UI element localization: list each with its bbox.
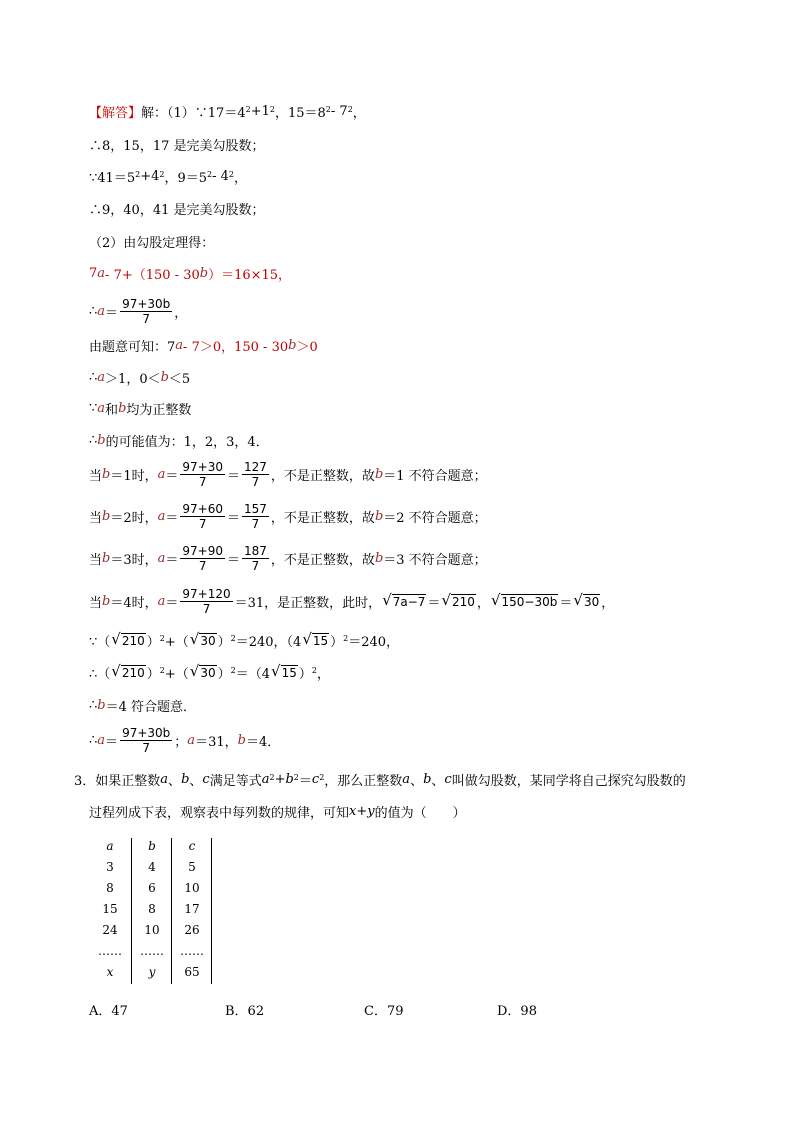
sqrt: √ 210	[441, 591, 475, 609]
fraction: $\frac{97+30b}{7}$	[122, 725, 171, 755]
sqrt: √ 30	[189, 662, 216, 680]
option-c[interactable]: C．79	[364, 1004, 404, 1019]
fraction: $\frac{157}{7}$	[244, 501, 267, 531]
fraction: $\frac{127}{7}$	[244, 459, 267, 489]
solution-line-10: ∵ a 和 b 均为正整数	[89, 400, 192, 418]
solution-line-16: ∵（ √ 210 ） $^2$ +（ √ 30 ） $^2$ ＝240，（4 √ 15 ） $^2$ ＝240，	[89, 630, 400, 650]
question-3-line-2: 过程列成下表，观察表中每列数的规律，可知 x + y 的值为（ ）	[89, 803, 466, 821]
table-header: a	[106, 839, 114, 853]
solution-line-9: ∴ a ＞1，0＜ b ＜5	[89, 369, 191, 387]
solution-line-5: （2）由勾股定理得：	[89, 235, 215, 251]
case-line: 当 b ＝3时， a ＝ $\frac{97+90}{7}$ ＝ $\frac{187}{7}$ ，不是正整数，故 b ＝3 不符合题意；	[89, 543, 487, 573]
solution-line-11: ∴ b 的可能值为：1，2，3，4．	[89, 432, 269, 450]
sqrt: √ 15	[302, 630, 329, 648]
solution-line-7: ∴ a ＝ $\frac{97+30b}{7}$ ，	[89, 296, 188, 326]
case-line-4: 当 b ＝4时， a ＝ $\frac{97+120}{7}$ ＝31，是正整数，此时， √ 7a−7 ＝ √ 210 ， √ 150−30b ＝ √ 30 ，	[89, 586, 615, 616]
table-cell: 8	[148, 902, 156, 916]
table-cell: y	[148, 965, 156, 979]
table-cell: 10	[184, 881, 200, 895]
table-cell: 26	[184, 923, 200, 937]
solution-line-6: 7 a - 7+（150 - 30 b ）＝16×15，	[89, 265, 292, 283]
question-3-line-1: 3．如果正整数 a 、 b 、 c 满足等式 a $^2$ + b $^2$ ＝ c $^2$ ，那么正整数 a 、 b 、 c 叫做勾股数，某同学将自己探究勾股数的	[74, 771, 686, 789]
option-d[interactable]: D．98	[497, 1004, 537, 1019]
table-cell: 6	[148, 881, 156, 895]
table-cell: 15	[102, 902, 118, 916]
solution-line-19: ∴ a ＝ $\frac{97+30b}{7}$ ； a ＝31， b ＝4．	[89, 725, 281, 755]
table-cell: 10	[144, 923, 160, 937]
table-column-a	[90, 836, 130, 983]
pythagorean-table	[90, 836, 220, 986]
table-divider	[211, 838, 212, 984]
table-cell: 4	[148, 860, 156, 874]
case-line: 当 b ＝1时， a ＝ $\frac{97+30}{7}$ ＝ $\frac{127}{7}$ ，不是正整数，故 b ＝1 不符合题意；	[89, 459, 487, 489]
fraction: $\frac{97+90}{7}$	[182, 543, 223, 573]
table-cell: ……	[98, 944, 122, 958]
table-cell: 3	[106, 860, 114, 874]
table-column-b	[132, 836, 172, 983]
table-cell: ……	[180, 944, 204, 958]
solution-line-1: 【解答】 解：（1）∵17＝4 $^2$ +1 $^2$ ，15＝8 $^2$ - 7 $^2$ ，	[89, 103, 366, 121]
table-cell: 65	[184, 965, 200, 979]
fraction: $\frac{97+120}{7}$	[182, 586, 231, 616]
sqrt: √ 30	[189, 630, 216, 648]
table-header: c	[188, 839, 196, 853]
table-header: b	[148, 839, 156, 853]
table-cell: 17	[184, 902, 200, 916]
sqrt: √ 210	[111, 662, 145, 680]
solution-line-2: ∴8，15，17 是完美勾股数；	[89, 138, 265, 154]
table-column-c	[172, 836, 212, 983]
case-line: 当 b ＝2时， a ＝ $\frac{97+60}{7}$ ＝ $\frac{157}{7}$ ，不是正整数，故 b ＝2 不符合题意；	[89, 501, 487, 531]
solution-line-17: ∴（ √ 210 ） $^2$ +（ √ 30 ） $^2$ ＝（4 √ 15 ） $^2$ ，	[89, 662, 330, 682]
fraction: $\frac{97+30}{7}$	[182, 459, 223, 489]
solution-line-4: ∴9，40，41 是完美勾股数；	[89, 202, 265, 218]
table-cell: ……	[140, 944, 164, 958]
fraction: $\frac{97+60}{7}$	[182, 501, 223, 531]
table-cell: x	[106, 965, 114, 979]
sqrt: √ 30	[573, 591, 600, 609]
solution-label: 【解答】	[89, 105, 142, 121]
sqrt: √ 15	[271, 662, 297, 680]
table-cell: 24	[102, 923, 118, 937]
fraction: $\frac{97+30b}{7}$	[122, 296, 171, 326]
table-cell: 5	[188, 860, 196, 874]
solution-line-3: ∵41＝5 $^2$ +4 $^2$ ，9＝5 $^2$ - 4 $^2$ ，	[89, 168, 247, 186]
table-cell: 8	[106, 881, 114, 895]
sqrt: √ 7a−7	[382, 591, 426, 609]
fraction: $\frac{187}{7}$	[244, 543, 267, 573]
sqrt: √ 210	[111, 630, 145, 648]
option-a[interactable]: A．47	[89, 1004, 128, 1019]
sqrt: √ 150−30b	[490, 591, 558, 609]
solution-line-18: ∴ b ＝4 符合题意．	[89, 697, 197, 715]
solution-line-8: 由题意可知：7 a - 7＞0，150 - 30 b ＞0	[89, 337, 318, 355]
option-b[interactable]: B．62	[225, 1004, 265, 1019]
